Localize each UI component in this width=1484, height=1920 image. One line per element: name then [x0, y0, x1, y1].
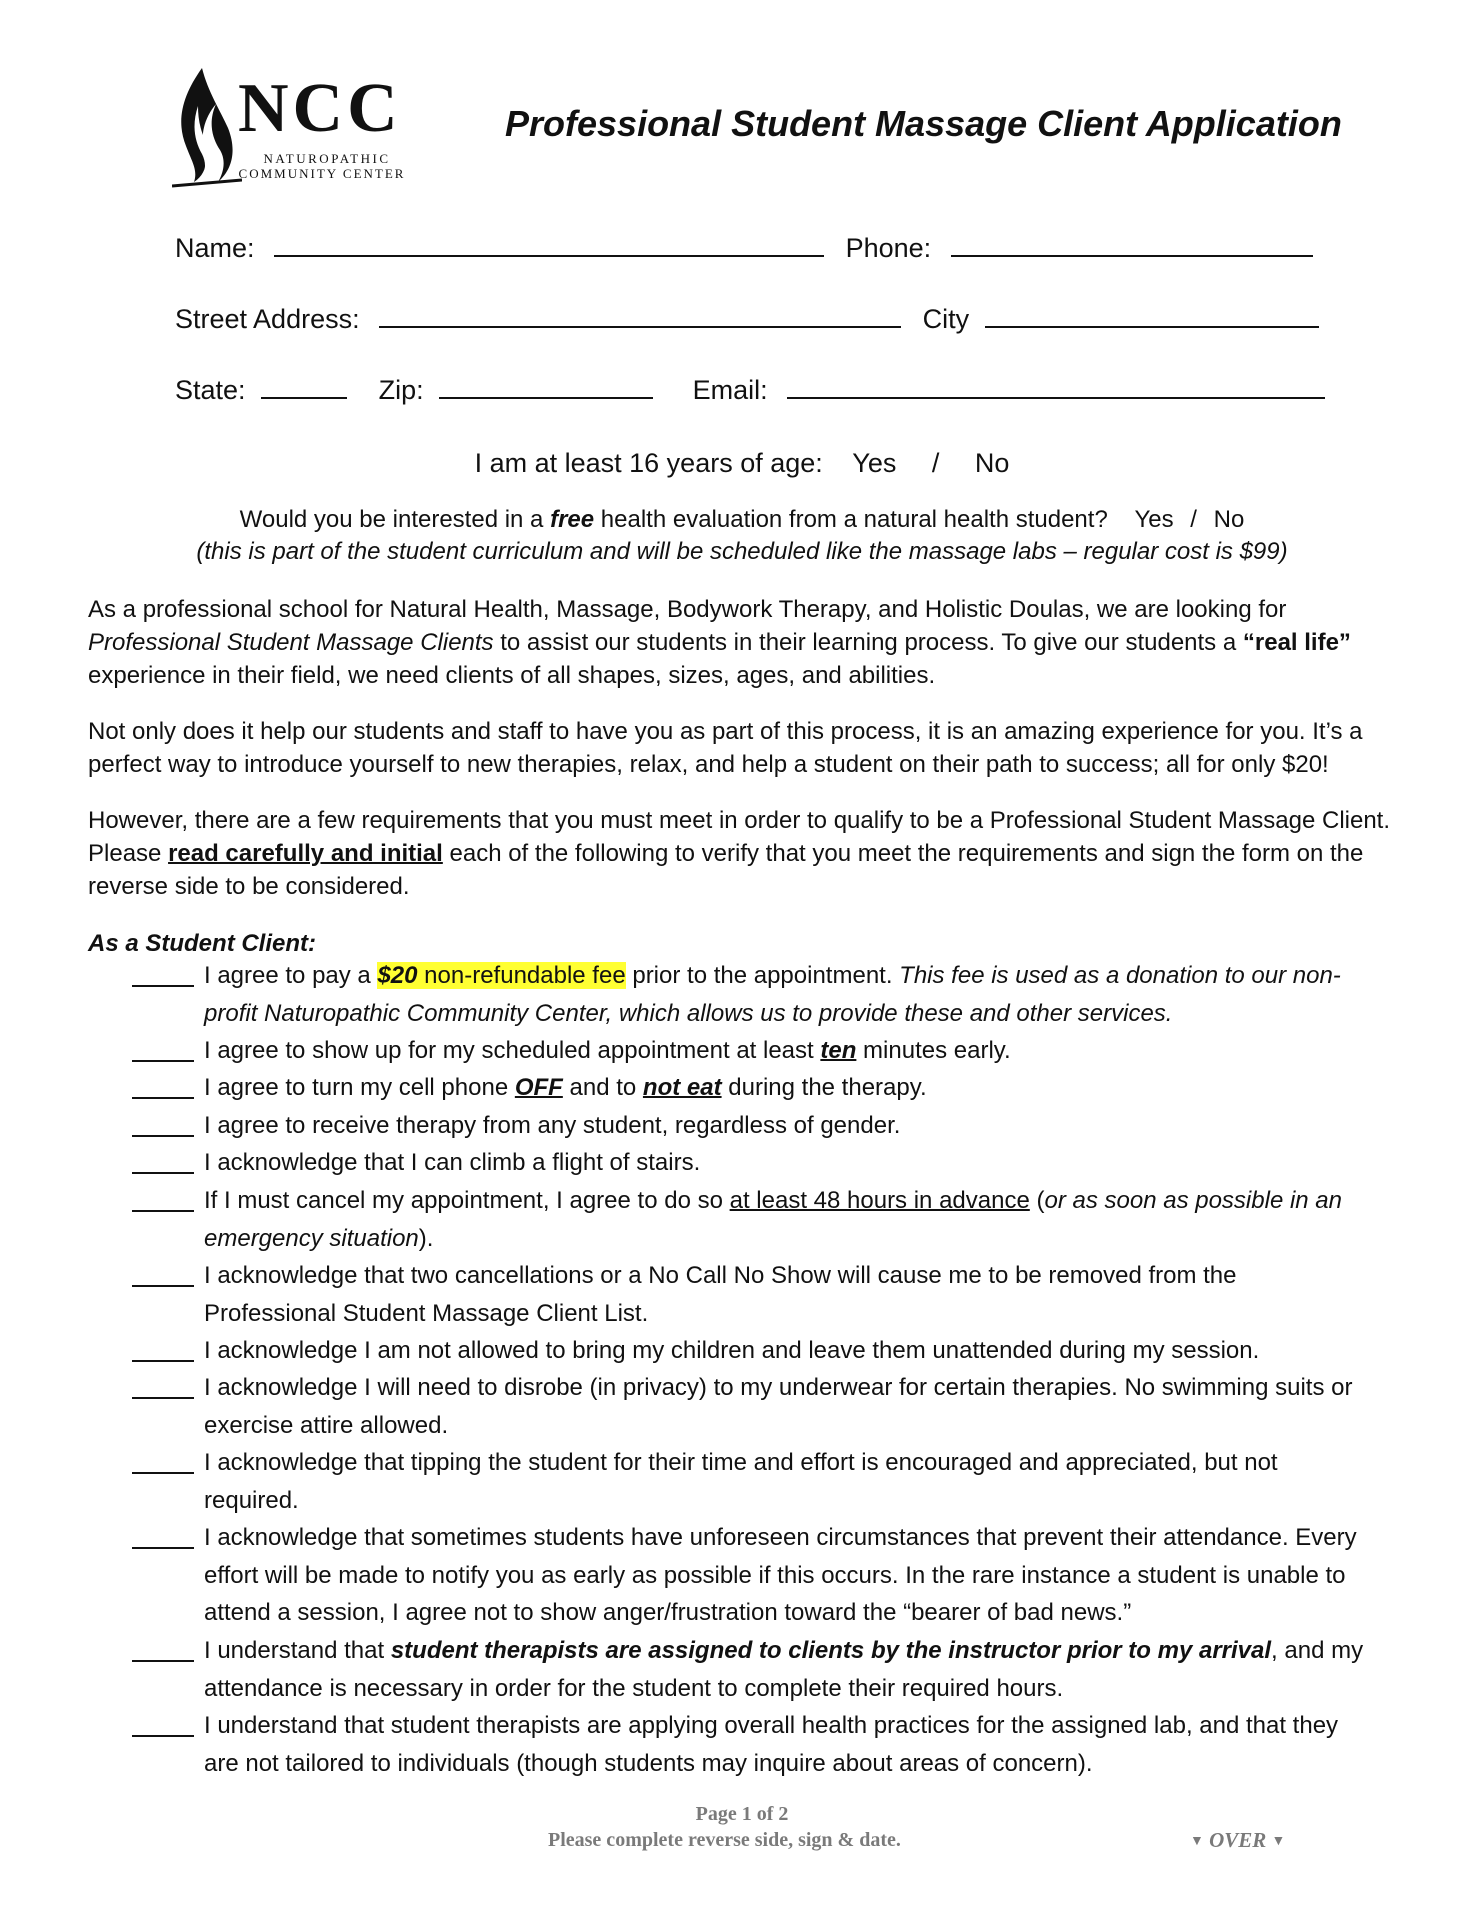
email-field[interactable] [787, 373, 1325, 399]
requirement-text: I acknowledge that two cancellations or a No Call No Show will cause me to be removed from the Professional Student Massage Client List. [204, 1262, 1237, 1327]
intro-p3-bold: read carefully and initial [168, 840, 443, 867]
over-indicator [1190, 1828, 1285, 1854]
req3-text-b: and to [569, 1074, 637, 1101]
req6-paren-close: ). [418, 1224, 434, 1252]
logo-subtitle-2: COMMUNITY CENTER [238, 166, 406, 181]
requirement-text [204, 1032, 1364, 1070]
req6-paren-open: ( [1036, 1187, 1045, 1214]
intro-p3-text-b: each of the following to verify that you meet the requirements and sign the form on the reverse side to be considered. [88, 840, 1364, 900]
req1-text-b: prior to the appointment. [632, 962, 893, 989]
requirement-text [204, 1182, 1364, 1257]
logo-wordmark: NCC [238, 70, 402, 147]
city-field[interactable] [985, 302, 1319, 328]
req3-emphasis-off: OFF [514, 1074, 563, 1101]
email-label: Email: [692, 375, 768, 405]
requirement-text [204, 957, 1364, 1032]
address-city-row [175, 302, 1295, 336]
req3-text-a: I agree to turn my cell phone [204, 1074, 509, 1101]
page-title: Professional Student Massage Client Application [505, 103, 1342, 144]
req2-text-a: I agree to show up for my scheduled appointment at least [204, 1037, 814, 1064]
state-label: State: [175, 375, 246, 405]
requirement-text: I acknowledge that tipping the student for their time and effort is encouraged and appreciated, but not required. [204, 1449, 1278, 1514]
footer-note: Please complete reverse side, sign & date. [548, 1829, 901, 1851]
evaluation-question [0, 504, 1484, 536]
triangle-down-icon: ▼ [1271, 1834, 1286, 1850]
req3-emphasis-not-eat: not eat [642, 1074, 722, 1101]
intro-p1-bold: “real life” [1242, 629, 1351, 656]
requirement-text: I acknowledge that I can climb a flight of stairs. [204, 1149, 701, 1176]
requirement-text [204, 1632, 1364, 1707]
age-yes-option[interactable]: Yes [852, 448, 897, 478]
requirement-text: I acknowledge I am not allowed to bring my children and leave them unattended during my session. [204, 1337, 1260, 1364]
requirement-text: I acknowledge that sometimes students have unforeseen circumstances that prevent their attendance. Every effort will be made to notify you as early as possible if this occurs. In the rare instance a student is unable to attend a session, I agree not to show anger/frustration toward the “bearer of bad news.” [204, 1524, 1357, 1626]
evaluation-yes-option[interactable]: Yes [1134, 506, 1174, 533]
req6-italic: or as soon as possible in an emergency situation [204, 1187, 1342, 1252]
intro-paragraph-1 [88, 593, 1413, 692]
zip-label: Zip: [378, 375, 424, 405]
age-question-text: I am at least 16 years of age: [474, 448, 823, 478]
ncc-logo [172, 66, 412, 190]
logo-subtitle-1: NATUROPATHIC [263, 151, 391, 166]
req6-text-a: If I must cancel my appointment, I agree to do so [204, 1187, 723, 1214]
req12-text-a: I understand that [204, 1637, 385, 1664]
evaluation-slash: / [1190, 506, 1197, 533]
req12-text-b: , and my attendance is necessary in order for the student to complete their required hours. [204, 1637, 1364, 1702]
age-no-option[interactable]: No [974, 448, 1010, 478]
evaluation-question-pre: Would you be interested in a [239, 506, 544, 533]
req1-italic: This fee is used as a donation to our non-profit Naturopathic Community Center, which allows us to provide these and other services. [204, 962, 1341, 1027]
name-label: Name: [175, 233, 255, 263]
name-field[interactable] [274, 231, 824, 257]
triangle-down-icon: ▼ [1190, 1834, 1204, 1850]
intro-p3-text-a: However, there are a few requirements that you must meet in order to qualify to be a Professional Student Massage Client. Please [88, 807, 1391, 867]
age-question [0, 446, 1484, 480]
name-phone-row [175, 231, 1295, 265]
street-address-field[interactable] [379, 302, 901, 328]
intro-p1-text-b: to assist our students in their learning process. To give our students a [500, 629, 1237, 656]
req3-text-c: during the therapy. [728, 1074, 927, 1101]
requirement-text: I understand that student therapists are applying overall health practices for the assigned lab, and that they are not tailored to individuals (though students may inquire about areas of concern). [204, 1712, 1339, 1777]
fee-amount: $20 [377, 962, 418, 989]
state-field[interactable] [261, 373, 347, 399]
evaluation-free-text: free [550, 506, 595, 533]
requirement-text [204, 1069, 1364, 1107]
intro-p1-text-a: As a professional school for Natural Health, Massage, Bodywork Therapy, and Holistic Doulas, we are looking for [88, 596, 1287, 623]
section-title: As a Student Client: [88, 930, 317, 957]
zip-field[interactable] [439, 373, 653, 399]
fee-highlight [377, 962, 625, 989]
city-label: City [922, 304, 970, 334]
intro-p1-italic: Professional Student Massage Clients [88, 629, 494, 656]
page-number: Page 1 of 2 [695, 1803, 789, 1825]
intro-paragraph-3 [88, 804, 1413, 903]
evaluation-note: (this is part of the student curriculum and will be scheduled like the massage labs – regular cost is $99) [196, 538, 1288, 565]
phone-field[interactable] [951, 231, 1313, 257]
phone-label: Phone: [845, 233, 932, 263]
evaluation-question-post: health evaluation from a natural health student? [600, 506, 1108, 533]
req2-emphasis: ten [820, 1037, 857, 1064]
street-address-label: Street Address: [175, 304, 360, 334]
state-zip-email-row [175, 373, 1295, 407]
over-label: OVER [1209, 1828, 1267, 1852]
req6-underlined: at least 48 hours in advance [729, 1187, 1030, 1214]
intro-paragraph-2: Not only does it help our students and staff to have you as part of this process, it is an amazing experience for you. It’s a perfect way to introduce yourself to new therapies, relax, and help a student on their path to success; all for only $20! [88, 718, 1363, 778]
req2-text-b: minutes early. [863, 1037, 1011, 1064]
requirement-text: I acknowledge I will need to disrobe (in privacy) to my underwear for certain therapies. No swimming suits or exercise attire allowed. [204, 1374, 1353, 1439]
req12-bold-italic: student therapists are assigned to clients by the instructor prior to my arrival [390, 1637, 1272, 1664]
age-slash: / [931, 448, 940, 478]
fee-label: non-refundable fee [424, 962, 626, 989]
req1-text-a: I agree to pay a [204, 962, 371, 989]
intro-p1-text-c: experience in their field, we need clients of all shapes, sizes, ages, and abilities. [88, 662, 936, 689]
evaluation-no-option[interactable]: No [1213, 506, 1245, 533]
requirement-text: I agree to receive therapy from any student, regardless of gender. [204, 1112, 901, 1139]
